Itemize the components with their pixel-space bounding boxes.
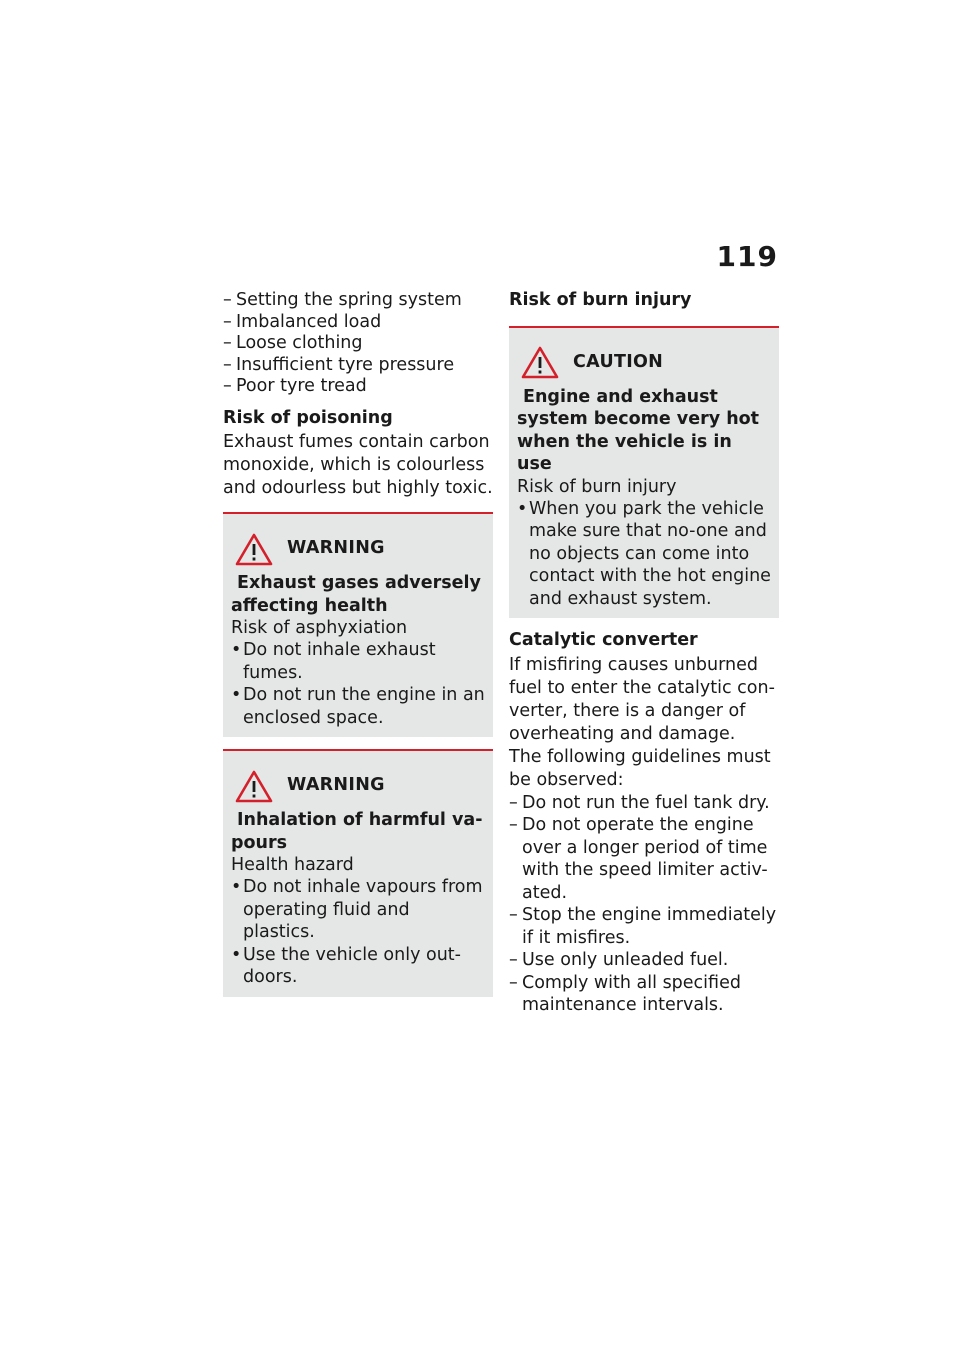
warning-header xyxy=(231,769,485,803)
warning-triangle-icon xyxy=(521,346,559,379)
caution-bullets xyxy=(517,498,771,611)
caution-header xyxy=(517,346,771,380)
warning-header xyxy=(231,532,485,566)
catalytic-guidelines-list xyxy=(509,792,779,1017)
warning-bullets xyxy=(231,876,485,989)
warning-triangle-icon xyxy=(235,533,273,566)
list-item: – Imbalanced load xyxy=(223,312,493,334)
list-item: – Poor tyre tread xyxy=(223,376,493,398)
left-column xyxy=(223,290,493,997)
catalytic-text: If misfiring causes unburned fuel to enter the catalytic con-verter, there is a danger of overheating and damage. xyxy=(509,654,775,744)
list-item: – Stop the engine immediately if it misfires. xyxy=(509,904,779,949)
page-number: 119 xyxy=(716,240,778,273)
list-item: – Do not run the fuel tank dry. xyxy=(509,792,779,815)
list-item: – Do not operate the engine over a longer period of time with the speed limiter activ-ated. xyxy=(509,814,779,904)
poisoning-text: Exhaust fumes contain carbon monoxide, which is colourless and odourless but highly toxic. xyxy=(223,432,493,498)
section-heading-burn: Risk of burn injury xyxy=(509,290,692,310)
warning-label: WARNING xyxy=(287,538,385,559)
list-item: • Do not inhale exhaust fumes. xyxy=(231,639,485,684)
list-item: – Setting the spring system xyxy=(223,290,493,312)
warning-label: WARNING xyxy=(287,775,385,796)
warning-bullets xyxy=(231,639,485,729)
warning-title: Inhalation of harmful va-pours xyxy=(231,810,483,853)
warning-box-exhaust xyxy=(223,512,493,737)
right-column xyxy=(509,290,779,1017)
list-item: • When you park the vehicle make sure that no-one and no objects can come into contact with the hot engine and exhaust system. xyxy=(517,498,771,611)
section-heading-catalytic: Catalytic converter xyxy=(509,630,698,650)
catalytic-guidelines-intro: The following guidelines must be observed: xyxy=(509,746,771,790)
hazard-list xyxy=(223,290,493,398)
caution-title: Engine and exhaust system become very hot when the vehicle is in use xyxy=(517,386,760,474)
warning-triangle-icon xyxy=(235,770,273,803)
list-item: – Insufficient tyre pressure xyxy=(223,355,493,377)
warning-risk: Risk of asphyxiation xyxy=(231,618,408,638)
section-heading-poisoning: Risk of poisoning xyxy=(223,407,393,428)
list-item: – Loose clothing xyxy=(223,333,493,355)
list-item: • Use the vehicle only out-doors. xyxy=(231,944,485,989)
warning-box-vapours xyxy=(223,749,493,997)
list-item: • Do not inhale vapours from operating fluid and plastics. xyxy=(231,876,485,944)
caution-label: CAUTION xyxy=(573,351,664,372)
list-item: – Use only unleaded fuel. xyxy=(509,949,779,972)
list-item: – Comply with all specified maintenance intervals. xyxy=(509,972,779,1017)
list-item: • Do not run the engine in an enclosed space. xyxy=(231,684,485,729)
warning-title: Exhaust gases adversely affecting health xyxy=(231,573,481,616)
caution-risk: Risk of burn injury xyxy=(517,476,677,497)
warning-risk: Health hazard xyxy=(231,855,354,875)
caution-box-burn xyxy=(509,326,779,619)
